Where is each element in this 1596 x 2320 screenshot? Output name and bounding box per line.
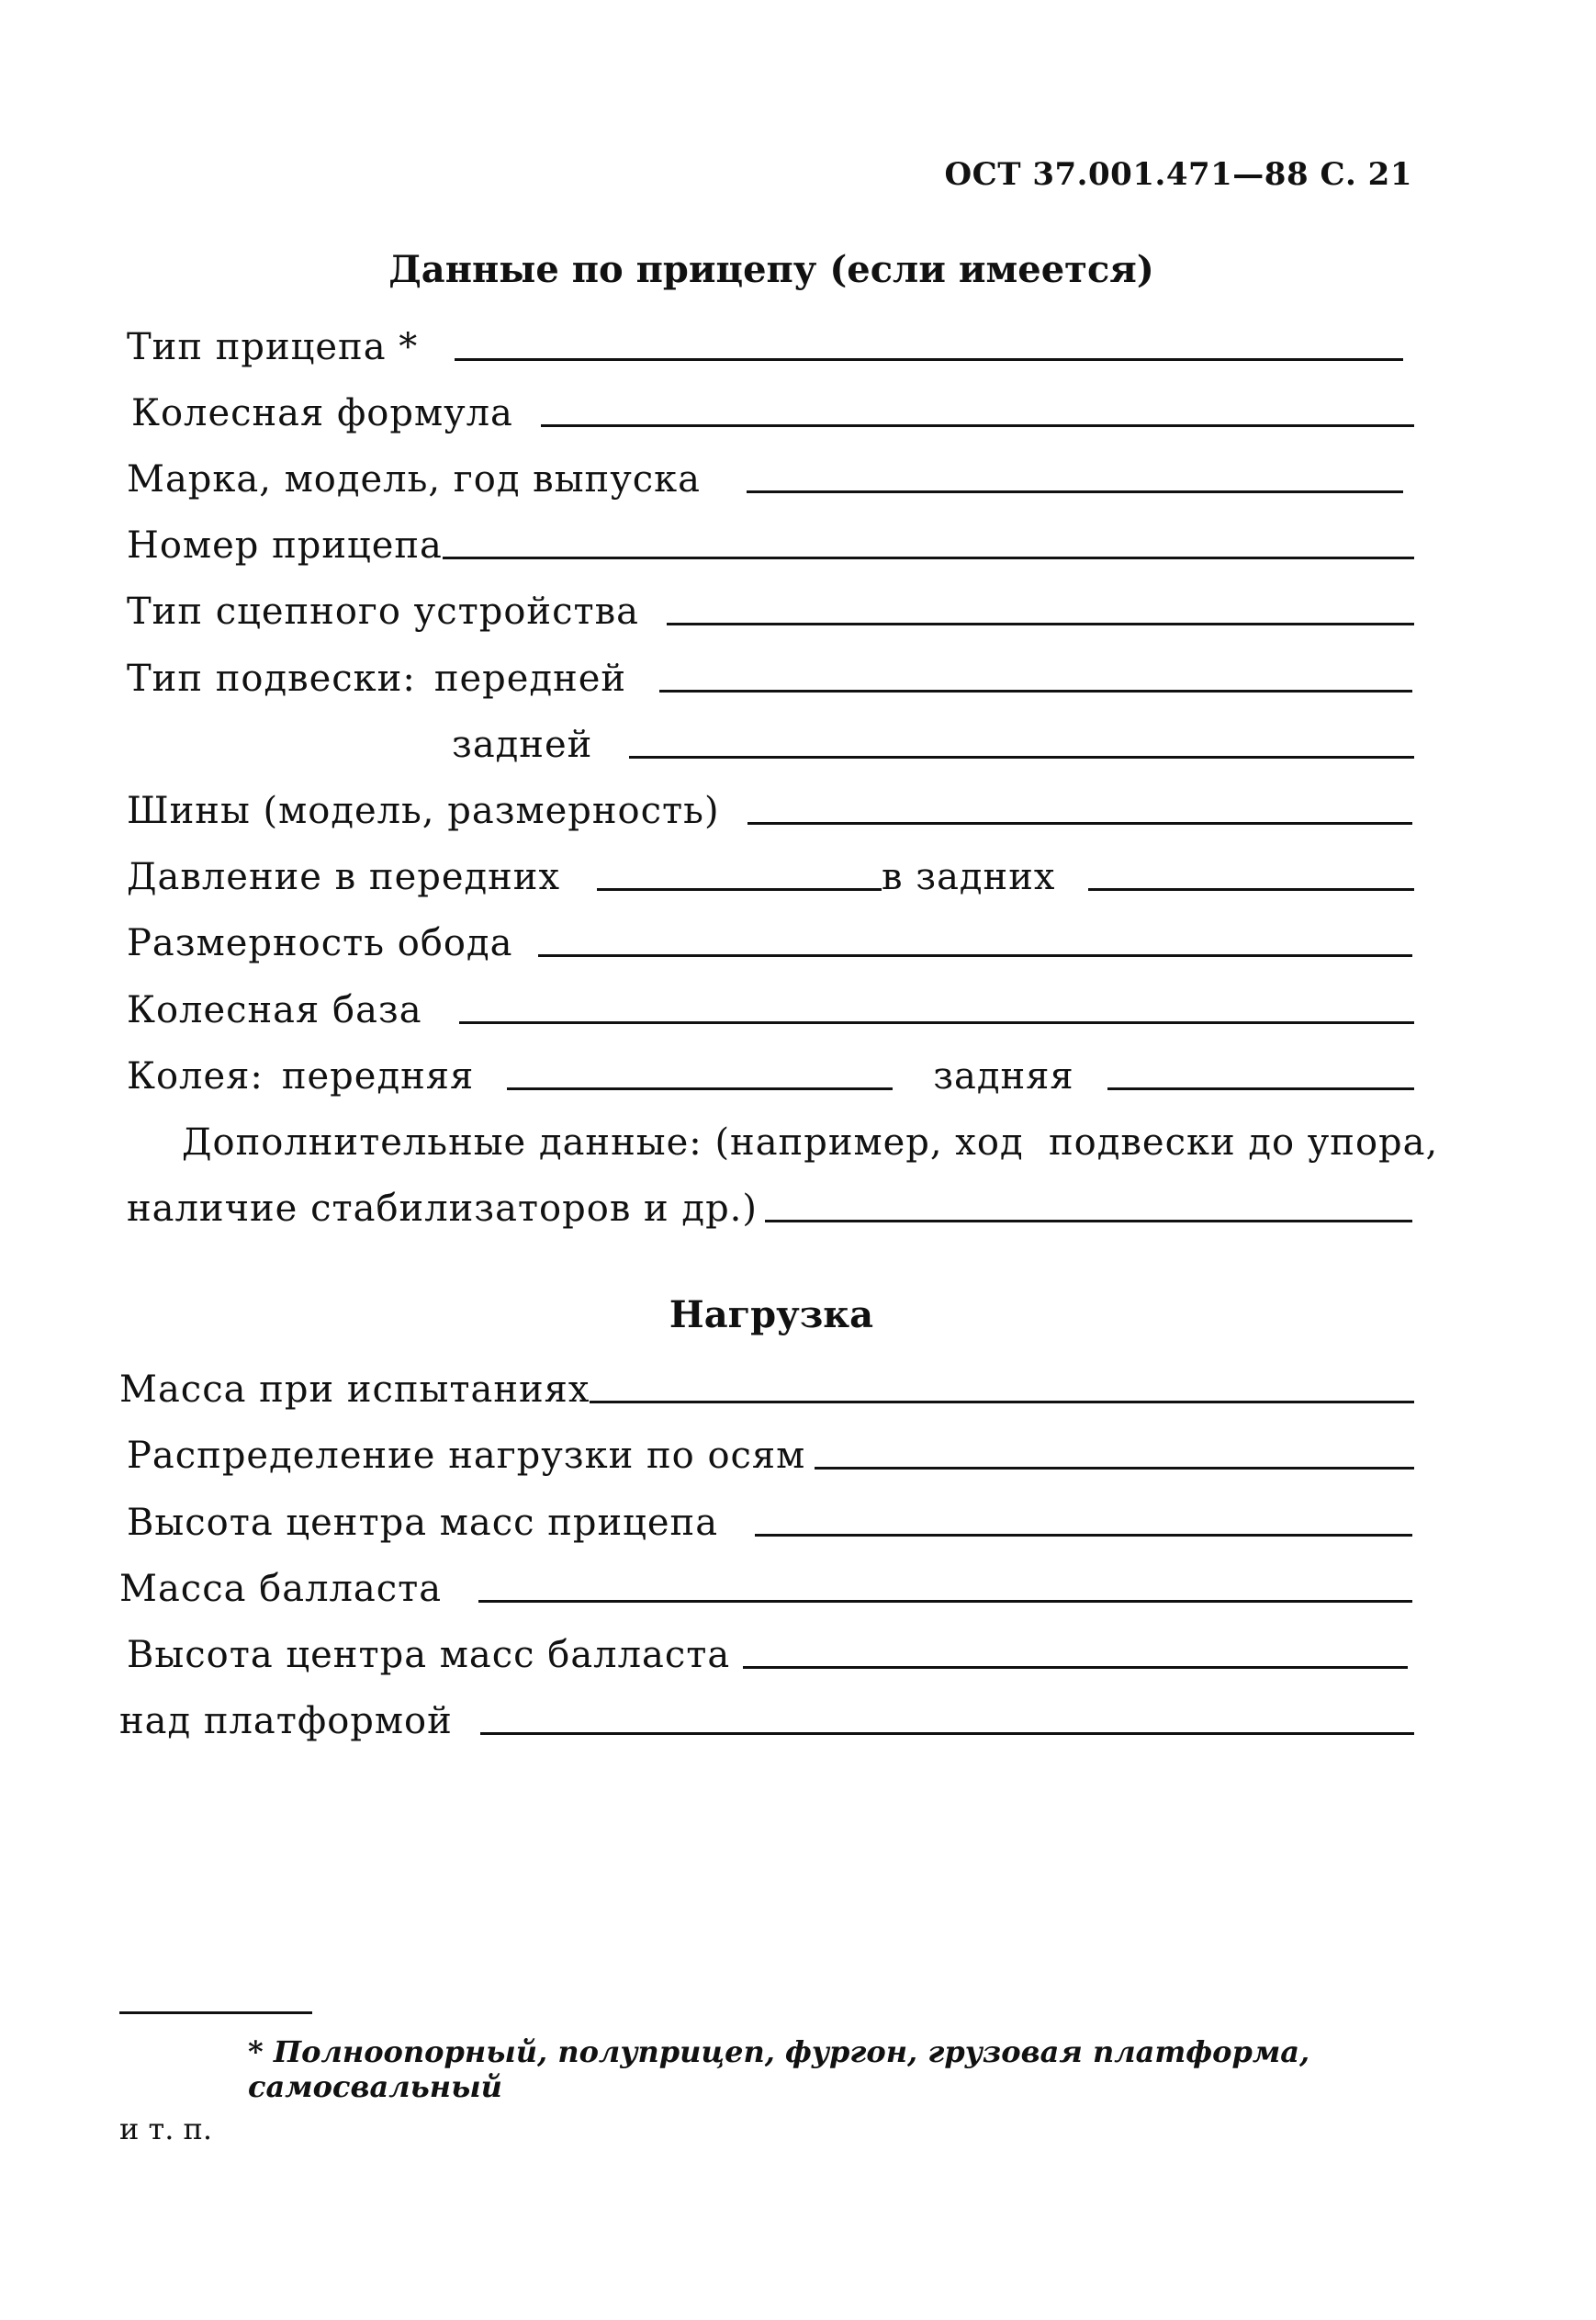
blank-tires[interactable]: [747, 821, 1412, 825]
blank-wheel-formula[interactable]: [541, 423, 1414, 427]
field-cg-height-ballast: [127, 1625, 1408, 1680]
field-track: [127, 1046, 1414, 1101]
field-rim-size: [127, 913, 1412, 968]
section-title-load: Нагрузка: [669, 1293, 874, 1336]
label-trailer-number: Номер прицепа: [127, 524, 443, 567]
label-cg-height-trailer: Высота центра масс прицепа: [127, 1502, 719, 1544]
label-wheel-formula: Колесная формула: [131, 392, 513, 434]
label-track-front: передняя: [281, 1055, 475, 1098]
blank-trailer-type[interactable]: [455, 357, 1403, 361]
blank-axle-distribution[interactable]: [815, 1466, 1414, 1470]
field-wheel-formula: [131, 383, 1414, 438]
label-trailer-type: Тип прицепа *: [127, 326, 419, 368]
field-ballast-mass: [119, 1559, 1412, 1614]
label-rim-size: Размерность обода: [127, 922, 513, 964]
label-test-mass: Масса при испытаниях: [119, 1368, 590, 1411]
blank-suspension-front[interactable]: [659, 689, 1412, 693]
field-wheelbase: [127, 980, 1414, 1035]
blank-track-rear[interactable]: [1107, 1087, 1414, 1090]
field-additional-line1: [182, 1112, 1439, 1167]
blank-track-front[interactable]: [507, 1087, 893, 1090]
label-suspension-type: Тип подвески:: [127, 658, 416, 700]
field-suspension-rear: [452, 715, 1414, 770]
field-coupling-type: [127, 581, 1414, 636]
label-additional-2: наличие стабилизаторов и др.): [127, 1188, 758, 1230]
blank-ballast-mass[interactable]: [478, 1599, 1412, 1603]
blank-additional[interactable]: [765, 1219, 1412, 1222]
blank-wheelbase[interactable]: [459, 1020, 1414, 1024]
label-track-rear: задняя: [933, 1055, 1074, 1098]
field-axle-distribution: [127, 1425, 1414, 1481]
blank-cg-height-ballast[interactable]: [743, 1665, 1408, 1669]
label-cg-height-ballast: Высота центра масс балласта: [127, 1634, 731, 1676]
label-pressure-front: Давление в передних: [127, 856, 561, 898]
label-coupling-type: Тип сцепного устройства: [127, 591, 639, 633]
field-pressure: [127, 847, 1414, 902]
label-suspension-front: передней: [433, 658, 627, 700]
blank-trailer-number[interactable]: [443, 556, 1414, 559]
field-additional-line2: [127, 1178, 1412, 1233]
blank-suspension-rear[interactable]: [629, 755, 1414, 759]
label-make-model-year: Марка, модель, год выпуска: [127, 458, 701, 501]
blank-above-platform[interactable]: [480, 1731, 1414, 1735]
field-make-model-year: [127, 449, 1403, 504]
footnote-line2: и т. п.: [119, 2112, 213, 2146]
blank-cg-height-trailer[interactable]: [755, 1533, 1412, 1537]
footnote: [119, 2034, 1423, 2146]
field-tires: [127, 781, 1412, 836]
label-wheelbase: Колесная база: [127, 989, 422, 1031]
label-ballast-mass: Масса балласта: [119, 1568, 443, 1610]
footnote-rule: [119, 2011, 312, 2014]
field-trailer-type: [127, 317, 1403, 372]
blank-pressure-front[interactable]: [597, 887, 882, 891]
label-above-platform: над платформой: [119, 1700, 453, 1742]
label-pressure-rear: в задних: [882, 856, 1056, 898]
page-header: ОСТ 37.001.471—88 С. 21: [944, 156, 1412, 193]
field-test-mass: [119, 1359, 1414, 1414]
blank-pressure-rear[interactable]: [1088, 887, 1414, 891]
label-additional-1: Дополнительные данные: (например, ход подвески до упора,: [182, 1121, 1439, 1164]
blank-make-model-year[interactable]: [747, 490, 1403, 493]
footnote-line1: * Полноопорный, полуприцеп, фургон, грузовая платформа, самосвальный: [248, 2034, 1310, 2104]
label-axle-distribution: Распределение нагрузки по осям: [127, 1435, 806, 1477]
field-trailer-number: [127, 515, 1414, 570]
blank-test-mass[interactable]: [590, 1400, 1414, 1403]
field-above-platform: [119, 1691, 1414, 1746]
field-cg-height-trailer: [127, 1492, 1412, 1548]
field-suspension-front: [127, 648, 1412, 704]
label-track: Колея:: [127, 1055, 264, 1098]
blank-rim-size[interactable]: [538, 953, 1412, 957]
blank-coupling-type[interactable]: [667, 622, 1414, 625]
section-title-trailer: Данные по прицепу (если имеется): [388, 248, 1154, 291]
label-suspension-rear: задней: [452, 724, 593, 766]
label-tires: Шины (модель, размерность): [127, 790, 720, 832]
